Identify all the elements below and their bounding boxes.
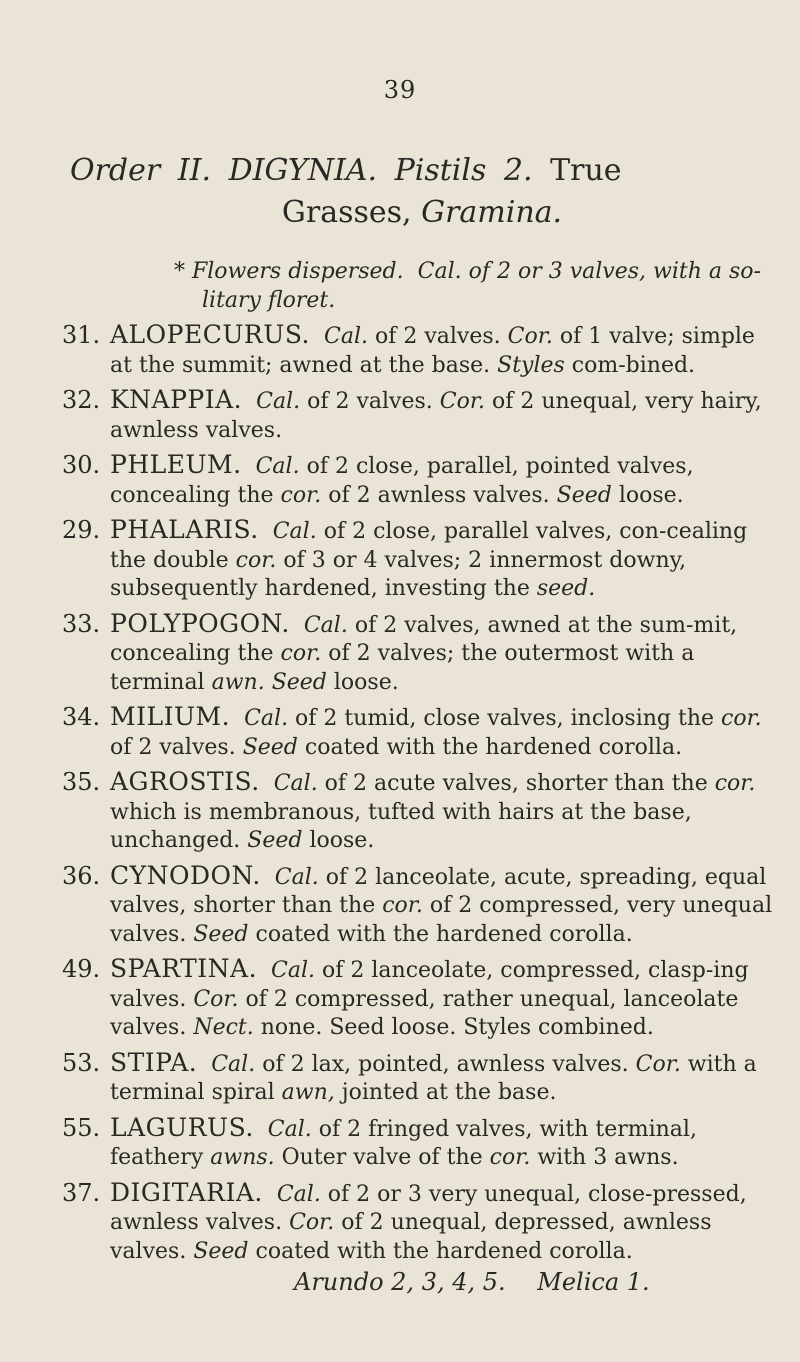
italic-term: Cal.	[303, 612, 348, 638]
italic-term: Nect.	[193, 1015, 254, 1040]
description-text: coated with the hardened corolla.	[248, 1238, 633, 1264]
description-text: none. Seed loose. Styles combined.	[253, 1015, 654, 1040]
genus-name: MILIUM.	[110, 702, 231, 731]
genus-name: AGROSTIS.	[110, 767, 260, 796]
entry-number: 30.	[62, 451, 101, 479]
italic-term: cor.	[280, 482, 322, 508]
heading-order: Order II.	[70, 153, 212, 188]
italic-term: Cal.	[274, 864, 319, 890]
genus-name: STIPA.	[110, 1047, 198, 1077]
heading-line-2	[70, 192, 770, 234]
intro-line: * Flowers dispersed. Cal. of 2 or 3 valves, with a so-litary floret.	[174, 259, 761, 313]
description-text: with a terminal spiral	[110, 1051, 757, 1105]
description-text: of 2 tumid, close valves, inclosing the	[288, 706, 722, 731]
list-item	[62, 386, 774, 445]
description-text: of 2 valves; the outermost with a terminal	[110, 641, 695, 695]
genus-name: PHALARIS.	[110, 515, 259, 544]
entry-text	[110, 1114, 774, 1173]
entry-text	[110, 610, 774, 698]
genus-name: LAGURUS.	[110, 1112, 254, 1142]
description-text: of 2 valves.	[367, 324, 508, 349]
italic-term: Cal.	[211, 1051, 256, 1077]
description-text: coated with the hardened corolla.	[248, 921, 633, 947]
list-item	[62, 516, 774, 604]
entry-number: 35.	[62, 768, 101, 796]
footer-arundo: Arundo 2, 3, 4, 5.	[294, 1268, 506, 1296]
description-text: com-bined.	[564, 352, 696, 378]
list-item	[62, 768, 774, 856]
description-text: of 2 close, parallel valves, con-cealing the double	[110, 519, 748, 573]
entry-number: 29.	[62, 516, 101, 544]
entry-text	[110, 768, 774, 856]
entry-number: 55.	[62, 1113, 101, 1142]
heading-gramina: Gramina.	[421, 195, 563, 230]
entry-text	[110, 955, 774, 1043]
entry-number: 36.	[62, 861, 101, 890]
italic-term: Cal.	[244, 706, 289, 731]
entry-text	[110, 703, 774, 762]
italic-term: Seed	[556, 482, 612, 508]
description-text: of 1 valve; simple at the summit; awned at the base.	[110, 324, 755, 378]
intro-flowers: Flowers dispersed.	[192, 259, 404, 284]
italic-term: Seed	[193, 1238, 249, 1264]
italic-term: awn. Seed	[211, 669, 327, 695]
heading-line-1	[70, 150, 770, 192]
entry-number: 49.	[62, 955, 101, 983]
genus-name: CYNODON.	[110, 860, 261, 890]
intro-calyx: Cal. of 2 or 3 valves, with a so-litary floret.	[202, 259, 761, 313]
entry-text	[110, 451, 774, 510]
italic-term: Cal.	[267, 1116, 312, 1142]
footer-melica: Melica 1.	[537, 1268, 650, 1296]
entry-text	[110, 862, 774, 950]
heading-true: True	[550, 153, 622, 188]
entry-text	[110, 516, 774, 604]
heading-digynia: DIGYNIA.	[228, 153, 378, 188]
italic-term: cor.	[489, 1145, 531, 1170]
heading-grasses: Grasses,	[281, 195, 412, 230]
list-item	[62, 610, 774, 698]
italic-term: Cal.	[272, 519, 317, 544]
list-item	[62, 955, 774, 1043]
genus-list	[62, 258, 774, 1297]
description-text: of 2 lanceolate, compressed, clasp-ing valves.	[110, 958, 749, 1012]
italic-term: seed.	[536, 576, 596, 601]
italic-term: Cor.	[289, 1210, 335, 1235]
description-text: of 2 compressed, very unequal valves.	[110, 893, 773, 947]
genus-name: POLYPOGON.	[110, 608, 290, 638]
description-text: of 2 unequal, very hairy, awnless valves.	[110, 389, 762, 443]
description-text: of 2 valves.	[110, 734, 243, 760]
entry-list	[62, 321, 774, 1266]
description-text: with 3 awns.	[530, 1145, 679, 1170]
genus-name: DIGITARIA.	[110, 1177, 263, 1207]
italic-term: Cor.	[439, 389, 485, 414]
description-text: loose.	[611, 482, 684, 508]
entry-number: 37.	[62, 1178, 101, 1207]
italic-term: Cal.	[276, 1181, 321, 1207]
list-item	[62, 862, 774, 950]
italic-term: Cor.	[507, 324, 553, 349]
description-text: loose.	[302, 828, 375, 853]
entry-number: 34.	[62, 703, 101, 731]
description-text: of 2 unequal, depressed, awnless valves.	[110, 1210, 712, 1264]
section-heading	[70, 150, 770, 234]
description-text: of 2 compressed, rather unequal, lanceolate valves.	[110, 986, 739, 1040]
italic-term: cor.	[714, 771, 756, 796]
description-text: of 2 fringed valves, with terminal, feathery	[110, 1116, 697, 1170]
description-text: Outer valve of the	[274, 1145, 490, 1170]
entry-text	[110, 386, 774, 445]
heading-pistils: Pistils 2.	[394, 153, 533, 188]
list-item	[62, 451, 774, 510]
italic-term: Cor.	[635, 1051, 681, 1077]
description-text: of 2 valves, awned at the sum-mit, concealing the	[110, 612, 738, 666]
description-text: of 2 or 3 very unequal, close-pressed, awnless valves.	[110, 1181, 747, 1235]
description-text: loose.	[326, 669, 399, 695]
page-number: 39	[383, 76, 417, 104]
italic-term: Seed	[247, 828, 303, 853]
description-text: of 2 awnless valves.	[321, 482, 557, 508]
description-text: of 2 acute valves, shorter than the	[317, 771, 715, 796]
entry-text	[110, 1179, 774, 1267]
italic-term: cor.	[280, 641, 322, 666]
entry-text	[110, 321, 774, 380]
italic-term: awns.	[210, 1145, 275, 1170]
list-item	[62, 1049, 774, 1108]
list-item	[62, 321, 774, 380]
description-text: of 2 close, parallel, pointed valves, concealing the	[110, 454, 694, 508]
description-text: of 2 lax, pointed, awnless valves.	[255, 1051, 636, 1077]
italic-term: Cal.	[271, 958, 316, 983]
italic-term: Cor.	[193, 986, 239, 1012]
italic-term: cor.	[721, 706, 762, 731]
entry-text	[110, 1049, 774, 1108]
list-item	[62, 703, 774, 762]
genus-name: PHLEUM.	[110, 450, 242, 479]
description-text: of 3 or 4 valves; 2 innermost downy, subsequently hardened, investing the	[110, 547, 687, 601]
description-text: jointed at the base.	[334, 1080, 557, 1105]
genus-name: SPARTINA.	[110, 954, 258, 983]
list-item	[62, 1114, 774, 1173]
italic-term: Cal.	[273, 771, 318, 796]
italic-term: cor.	[235, 547, 277, 573]
description-text: coated with the hardened corolla.	[297, 734, 683, 760]
description-text: of 2 lanceolate, acute, spreading, equal valves, shorter than the	[110, 864, 767, 918]
genus-name: ALOPECURUS.	[110, 320, 310, 349]
italic-term: awn,	[281, 1080, 335, 1105]
entry-number: 32.	[62, 386, 101, 414]
italic-term: Seed	[193, 921, 249, 947]
genus-name: KNAPPIA.	[110, 385, 243, 414]
italic-term: Cal.	[324, 324, 368, 349]
footer-line	[62, 1268, 774, 1297]
italic-term: Seed	[242, 734, 298, 760]
entry-number: 33.	[62, 609, 101, 638]
entry-number: 31.	[62, 321, 101, 349]
italic-term: Styles	[497, 352, 565, 378]
entry-number: 53.	[62, 1048, 101, 1077]
italic-term: Cal.	[256, 389, 301, 414]
description-text: of 2 valves.	[300, 389, 440, 414]
italic-term: Cal.	[255, 454, 300, 479]
italic-term: cor.	[382, 893, 423, 918]
description-text: which is membranous, tufted with hairs at the base, unchanged.	[110, 799, 692, 853]
list-item	[62, 1179, 774, 1267]
